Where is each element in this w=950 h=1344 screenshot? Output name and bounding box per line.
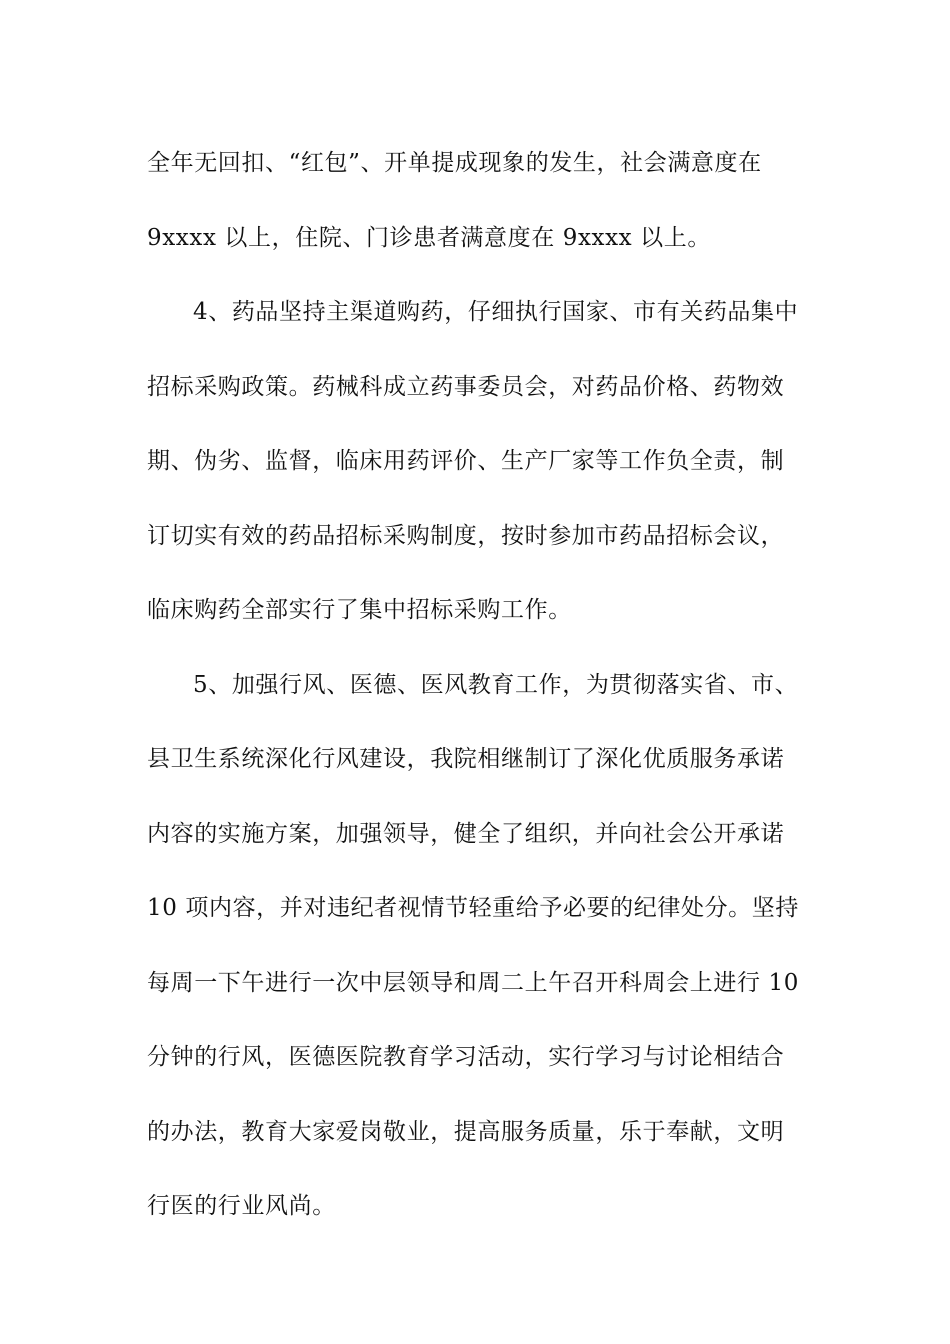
text-line: 分钟的行风，医德医院教育学习活动，实行学习与讨论相结合 [147,1044,785,1070]
text-line: 10 项内容，并对违纪者视情节轻重给予必要的纪律处分。坚持 [147,895,799,921]
text-line: 招标采购政策。药械科成立药事委员会，对药品价格、药物效 [147,373,785,400]
paragraph-start-line: 4、药品坚持主渠道购药，仔细执行国家、市有关药品集中 [193,299,799,325]
text-line: 期、伪劣、监督，临床用药评价、生产厂家等工作负全责，制 [147,448,785,474]
text-line: 9xxxx 以上，住院、门诊患者满意度在 9xxxx 以上。 [147,224,711,251]
text-line: 每周一下午进行一次中层领导和周二上午召开科周会上进行 10 [147,969,799,996]
text-line: 行医的行业风尚。 [147,1193,336,1219]
paragraph-start-line: 5、加强行风、医德、医风教育工作，为贯彻落实省、市、 [193,671,799,698]
text-line: 内容的实施方案，加强领导，健全了组织，并向社会公开承诺 [147,820,785,847]
text-line: 全年无回扣、“红包”、开单提成现象的发生，社会满意度在 [147,150,762,176]
text-line: 县卫生系统深化行风建设，我院相继制订了深化优质服务承诺 [147,746,785,772]
text-line: 的办法，教育大家爱岗敬业，提高服务质量，乐于奉献，文明 [147,1118,785,1145]
text-line: 订切实有效的药品招标采购制度，按时参加市药品招标会议， [147,522,785,549]
text-line: 临床购药全部实行了集中招标采购工作。 [147,597,572,623]
document-body [147,126,807,1244]
